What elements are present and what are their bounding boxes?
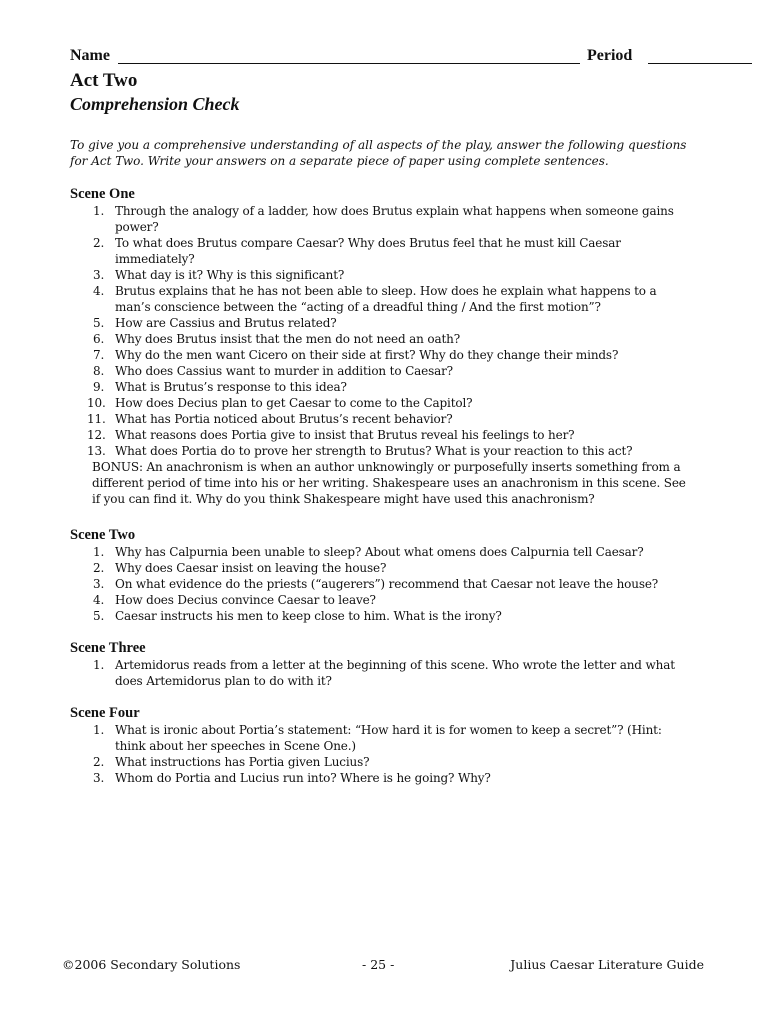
scene-four-section bbox=[70, 705, 690, 786]
question-number: 7. bbox=[93, 348, 105, 362]
question-number: 13. bbox=[87, 444, 106, 458]
question-text: What reasons does Portia give to insist that Brutus reveal his feelings to her? bbox=[115, 428, 575, 442]
question-text: On what evidence do the priests (“augerers”) recommend that Caesar not leave the house? bbox=[115, 577, 659, 591]
question-number: 1. bbox=[93, 658, 105, 672]
page-title: Act Two bbox=[70, 70, 138, 91]
question-item bbox=[70, 544, 690, 560]
question-item bbox=[70, 379, 690, 395]
name-blank-line bbox=[118, 63, 580, 64]
question-number: 1. bbox=[93, 204, 105, 218]
question-text: What is Brutus’s response to this idea? bbox=[115, 380, 347, 394]
period-blank-line bbox=[648, 63, 752, 64]
question-text: Why does Brutus insist that the men do not need an oath? bbox=[115, 332, 461, 346]
question-number: 4. bbox=[93, 284, 105, 298]
section-title-scene-four: Scene Four bbox=[70, 705, 140, 721]
name-period-header bbox=[70, 45, 682, 67]
question-item bbox=[70, 363, 690, 379]
scene-one-section bbox=[70, 186, 690, 507]
name-label: Name bbox=[70, 47, 110, 64]
question-text: How does Decius convince Caesar to leave? bbox=[115, 593, 376, 607]
section-title-scene-three: Scene Three bbox=[70, 640, 146, 656]
question-item bbox=[70, 427, 690, 443]
question-number: 12. bbox=[87, 428, 106, 442]
question-text: What does Portia do to prove her strength to Brutus? What is your reaction to this act? bbox=[115, 444, 633, 458]
question-number: 3. bbox=[93, 268, 105, 282]
question-number: 4. bbox=[93, 593, 105, 607]
footer-page-number: - 25 - bbox=[362, 957, 395, 972]
page-subtitle: Comprehension Check bbox=[70, 94, 240, 114]
question-text: Who does Cassius want to murder in addition to Caesar? bbox=[115, 364, 453, 378]
question-item bbox=[70, 283, 690, 315]
question-item bbox=[70, 267, 690, 283]
question-item bbox=[70, 754, 690, 770]
question-number: 1. bbox=[93, 545, 105, 559]
question-item bbox=[70, 203, 690, 235]
question-number: 10. bbox=[87, 396, 106, 410]
question-text: Why has Calpurnia been unable to sleep? About what omens does Calpurnia tell Caesar? bbox=[115, 545, 644, 559]
question-number: 2. bbox=[93, 236, 105, 250]
question-text: Caesar instructs his men to keep close to him. What is the irony? bbox=[115, 609, 502, 623]
question-item bbox=[70, 576, 690, 592]
question-number: 3. bbox=[93, 577, 105, 591]
question-number: 5. bbox=[93, 316, 105, 330]
section-title-scene-two: Scene Two bbox=[70, 527, 136, 543]
question-item bbox=[70, 608, 690, 624]
question-number: 11. bbox=[87, 412, 106, 426]
question-text: Why do the men want Cicero on their side at first? Why do they change their minds? bbox=[115, 348, 619, 362]
question-text: What has Portia noticed about Brutus’s recent behavior? bbox=[115, 412, 453, 426]
question-text: What is ironic about Portia’s statement: “How hard it is for women to keep a secret”? (Hint: think about her speeches in Scene One.) bbox=[115, 723, 662, 753]
question-item bbox=[70, 411, 690, 427]
question-item bbox=[70, 443, 690, 459]
question-number: 8. bbox=[93, 364, 105, 378]
question-item bbox=[70, 560, 690, 576]
question-item bbox=[70, 315, 690, 331]
question-item bbox=[70, 347, 690, 363]
question-number: 3. bbox=[93, 771, 105, 785]
question-text: Whom do Portia and Lucius run into? Where is he going? Why? bbox=[115, 771, 491, 785]
bonus-question: BONUS: An anachronism is when an author unknowingly or purposefully inserts something from a different period of time into his or her writing. Shakespeare uses an anachronism in this scene. See if you can find it. Why do you think Shakespeare might have used this anachronism? bbox=[92, 460, 686, 506]
question-item bbox=[70, 395, 690, 411]
page-footer bbox=[62, 957, 704, 975]
question-item bbox=[70, 657, 690, 689]
footer-guide-title: Julius Caesar Literature Guide bbox=[510, 957, 704, 972]
footer-copyright: ©2006 Secondary Solutions bbox=[62, 957, 241, 972]
question-text: To what does Brutus compare Caesar? Why does Brutus feel that he must kill Caesar immediately? bbox=[115, 236, 621, 266]
question-number: 1. bbox=[93, 723, 105, 737]
question-text: What day is it? Why is this significant? bbox=[115, 268, 345, 282]
question-item bbox=[70, 331, 690, 347]
scene-two-section bbox=[70, 527, 690, 624]
question-item bbox=[70, 770, 690, 786]
scene-three-section bbox=[70, 640, 690, 689]
question-item bbox=[70, 722, 690, 754]
question-number: 6. bbox=[93, 332, 105, 346]
question-number: 2. bbox=[93, 561, 105, 575]
question-text: How does Decius plan to get Caesar to come to the Capitol? bbox=[115, 396, 473, 410]
question-text: What instructions has Portia given Lucius? bbox=[115, 755, 370, 769]
question-text: Through the analogy of a ladder, how does Brutus explain what happens when someone gains power? bbox=[115, 204, 674, 234]
question-number: 5. bbox=[93, 609, 105, 623]
question-number: 2. bbox=[93, 755, 105, 769]
question-item bbox=[70, 592, 690, 608]
question-text: Artemidorus reads from a letter at the beginning of this scene. Who wrote the letter and what does Artemidorus plan to do with it? bbox=[115, 658, 675, 688]
question-number: 9. bbox=[93, 380, 105, 394]
instructions-paragraph: To give you a comprehensive understanding of all aspects of the play, answer the following questions for Act Two. Write your answers on a separate piece of paper using complete sentences. bbox=[70, 138, 687, 168]
question-text: Brutus explains that he has not been able to sleep. How does he explain what happens to a man’s conscience between the “acting of a dreadful thing / And the first motion”? bbox=[115, 284, 657, 314]
period-label: Period bbox=[587, 47, 633, 64]
question-item bbox=[70, 235, 690, 267]
section-title-scene-one: Scene One bbox=[70, 186, 135, 202]
question-text: Why does Caesar insist on leaving the house? bbox=[115, 561, 387, 575]
question-text: How are Cassius and Brutus related? bbox=[115, 316, 337, 330]
